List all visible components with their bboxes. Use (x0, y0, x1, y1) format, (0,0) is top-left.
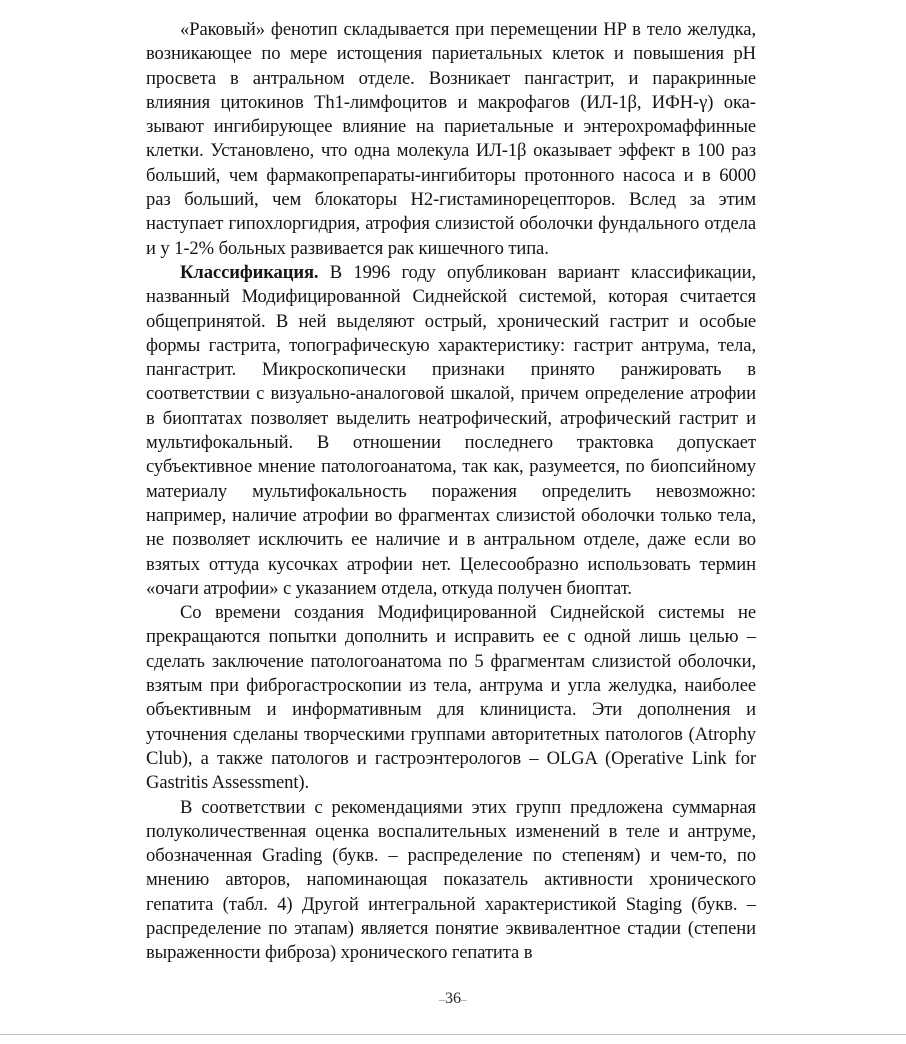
paragraph-text: В соответствии с рекомендациями этих групп предложена суммарная полуколичественная оценка воспалительных изменений в теле и антруме, обозначенная Grading (букв. – распределение по степеням) и чем-то, по мнению авторов, напоминающая показатель активности хронического гепатита (табл. 4) Другой интегральной характеристикой Staging (букв. – распределение по этапам) является понятие эквивалентное стадии (степени выраженности фиброза) хронического гепатита в (146, 796, 756, 964)
page-number (0, 990, 906, 1008)
paragraph-lead-classification: Классификация. (180, 261, 319, 283)
paragraph-classification (146, 261, 756, 601)
paragraph-text: В 1996 году опубликован вариант классификации, названный Модифицированной Сиднейской системой, которая считается общепринятой. В ней выделяют острый, хронический гастрит и особые формы гастрита, топографическую характеристику: гастрит антрума, тела, пангастрит. Микроскопически признаки принято ранжировать в соответствии с визуально-аналоговой шкалой, причем определение атрофии в биоптатах позволяет выделить неатрофический, атрофический гастрит и мультифокальный. В отношении последнего трактовка допускает субъективное мнение патологоанатома, так как, разумеется, по биопсийному материалу мультифокальность поражения определить невозможно: например, наличие атрофии во фрагментах слизистой оболочки только тела, не позволяет исключить ее наличие и в антральном отделе, даже если во взятых оттуда кусочках атрофии нет. Целесообразно использовать термин «очаги атрофии» с указанием отдела, откуда получен биоптат. (146, 261, 756, 599)
page-number-dash-left: – (439, 991, 445, 1006)
page-number-value: 36 (445, 990, 461, 1007)
paragraph-sydney-system (146, 601, 756, 795)
paragraph-grading-staging (146, 796, 756, 966)
page-number-dash-right: – (461, 991, 467, 1006)
paragraph-text: Со времени создания Модифицированной Сиднейской системы не прекращаются попытки дополнить и исправить ее с одной лишь целью – сделать заключение патологоанатома по 5 фрагментам слизистой оболочки, взятым при фиброгастроскопии из тела, антрума и угла желудка, наиболее объективным и информативным для клинициста. Эти дополнения и уточнения сделаны творческими группами авторитетных патологов (Atrophy Club), а также патологов и гастроэнтерологов – OLGA (Operative Link for Gastritis Assessment). (146, 602, 756, 794)
paragraph-text: «Раковый» фенотип складывается при перемещении HP в тело желудка, возникающее по мере истощения париетальных клеток и повышения pH просвета в антральном отделе. Возникает пангастрит, и паракринные влияния цитокинов Th1-лимфоцитов и макрофагов (ИЛ-1β, ИФН-γ) оказывают ингибирующее влияние на париетальные и энтерохромаффинные клетки. Установлено, что одна молекула ИЛ-1β оказывает эффект в 100 раз больший, чем фармакопрепараты-ингибиторы протонного насоса и в 6000 раз больший, чем блокаторы Н2-гистаминорецепторов. Вслед за этим наступает гипохлоргидрия, атрофия слизистой оболочки фундального отдела и у 1-2% больных развивается рак кишечного типа. (146, 19, 756, 259)
page-bottom-edge (0, 1034, 906, 1035)
page-body (146, 18, 756, 966)
paragraph-cancer-phenotype (146, 18, 756, 261)
